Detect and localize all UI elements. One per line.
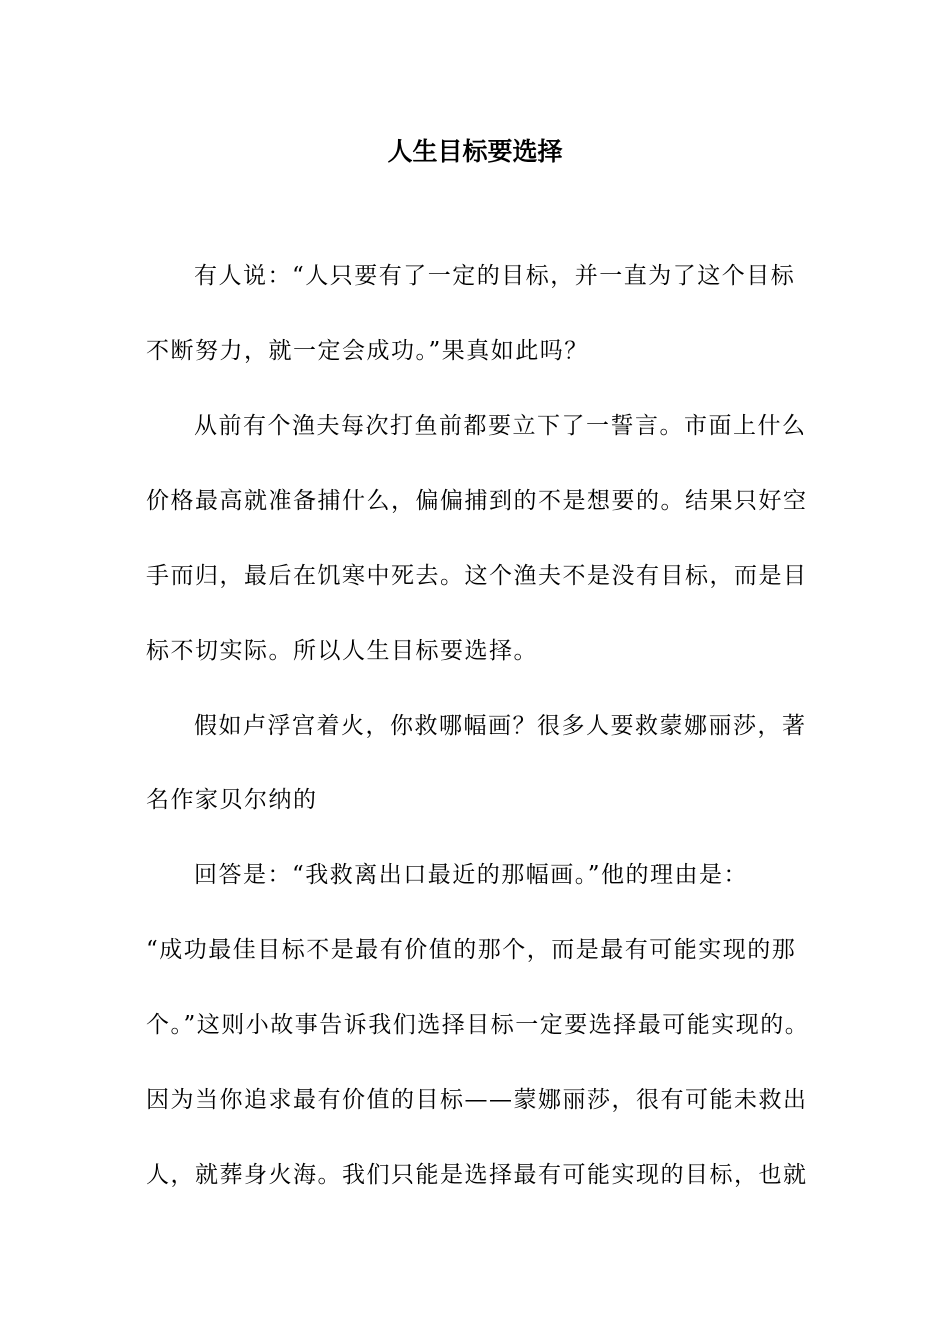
text-line: 人，就葬身火海。我们只能是选择最有可能实现的目标，也就 <box>146 1162 808 1188</box>
text-line: 标不切实际。所以人生目标要选择。 <box>146 638 538 664</box>
text-line: 假如卢浮宫着火，你救哪幅画？很多人要救蒙娜丽莎，著 <box>194 713 807 739</box>
text-line: 因为当你追求最有价值的目标——蒙娜丽莎，很有可能未救出 <box>146 1087 808 1113</box>
text-line: 从前有个渔夫每次打鱼前都要立下了一誓言。市面上什么 <box>194 413 807 439</box>
text-line: 手而归，最后在饥寒中死去。这个渔夫不是没有目标，而是目 <box>146 563 808 589</box>
text-line: 名作家贝尔纳的 <box>146 787 318 813</box>
text-line: 不断努力，就一定会成功。”果真如此吗？ <box>146 338 589 364</box>
text-line: 回答是：“我救离出口最近的那幅画。”他的理由是： <box>194 862 749 888</box>
text-line: 个。”这则小故事告诉我们选择目标一定要选择最可能实现的。 <box>146 1012 810 1038</box>
text-line: 有人说：“人只要有了一定的目标，并一直为了这个目标 <box>194 263 796 289</box>
document-title: 人生目标要选择 <box>387 137 563 166</box>
text-line: “成功最佳目标不是最有价值的那个，而是最有可能实现的那 <box>146 937 797 963</box>
text-line: 价格最高就准备捕什么，偏偏捕到的不是想要的。结果只好空 <box>146 488 808 514</box>
